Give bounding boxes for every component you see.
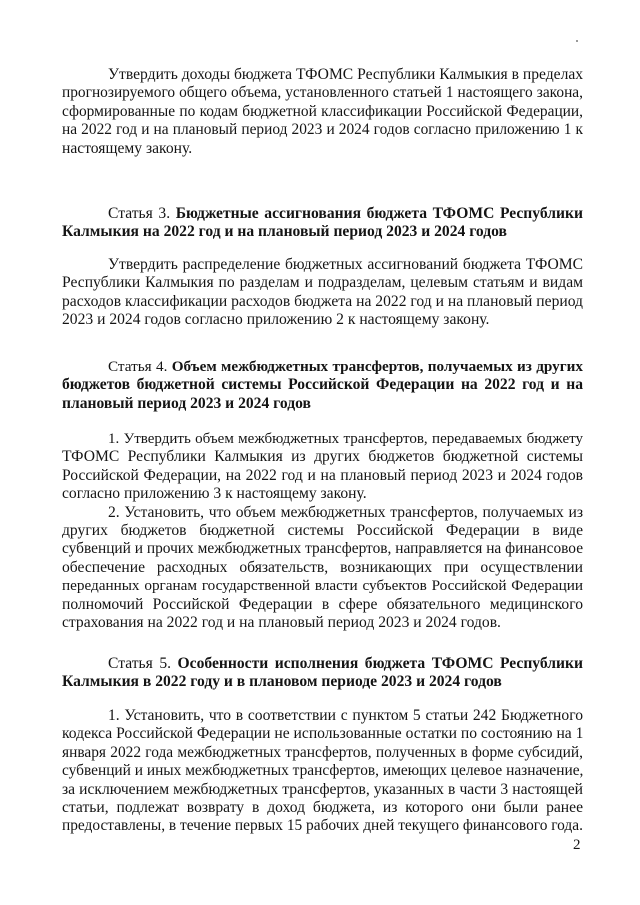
text-line: января 2022 года межбюджетных трансфертов, полученных в форме субсидий, [62, 743, 583, 761]
text-line: 2. Установить, что объем межбюджетных трансфертов, получаемых из [108, 503, 583, 521]
heading-line [62, 395, 583, 413]
text-line: кодекса Российской Федерации не использованные остатки по состоянию на 1 [62, 725, 584, 743]
heading-line [62, 376, 583, 394]
text-line: за исключением межбюджетных трансфертов, указанных в части 3 настоящей [62, 780, 583, 798]
article-title: Калмыкия в 2022 году и в плановом периоде 2023 и 2024 годов [62, 673, 502, 691]
text-line: Утвердить доходы бюджета ТФОМС Республики Калмыкия в пределах [108, 66, 584, 83]
article-label: Статья 3. [108, 205, 176, 222]
article-5-heading [62, 655, 583, 692]
text-line: согласно приложению 3 к настоящему закону. [62, 485, 367, 503]
article-label: Статья 4. [108, 358, 172, 375]
article-title: Бюджетные ассигнования бюджета ТФОМС Республики [175, 205, 583, 222]
text-line: Утвердить распределение бюджетных ассигнований бюджета ТФОМС [108, 256, 583, 273]
text-line: предоставлены, в течение первых 15 рабочих дней текущего финансового года. [62, 817, 583, 835]
text-line: субвенций и прочих межбюджетных трансфертов, направляется на финансовое [62, 540, 584, 558]
article-title: Особенности исполнения бюджета ТФОМС Республики [177, 655, 584, 672]
heading-line [62, 655, 583, 673]
heading-line [62, 673, 583, 691]
article-4-body [62, 430, 583, 632]
text-line: настоящему закону. [62, 139, 193, 157]
revenue-paragraph [62, 66, 583, 158]
article-4-heading [62, 358, 583, 413]
article-5-body [62, 707, 583, 836]
text-line: 2023 и 2024 годов согласно приложению 2 к настоящему закону. [62, 311, 490, 329]
text-line: статьи, подлежат возврату в доход бюджета, из которого они были ранее [62, 799, 583, 817]
text-line: расходов классификации расходов бюджета на 2022 год и на плановый период [62, 292, 583, 310]
article-title: бюджетов бюджетной системы Российской Федерации на 2022 год и на [62, 376, 583, 394]
text-line: Республики Калмыкия по разделам и подразделам, целевым статьям и видам [62, 274, 583, 292]
text-line: ТФОМС Республики Калмыкия из других бюджетов бюджетной системы [62, 448, 583, 466]
text-line: 1. Установить, что в соответствии с пунктом 5 статьи 242 Бюджетного [108, 707, 583, 724]
heading-line [62, 358, 583, 376]
page-number: 2 [573, 837, 581, 853]
text-line: субвенций и иных межбюджетных трансфертов, имеющих целевое назначение, [62, 762, 584, 780]
text-line: страхования на 2022 год и на плановый период 2023 и 2024 годов. [62, 614, 501, 632]
text-line: обеспечение расходных обязательств, возникающих при осуществлении [62, 558, 583, 576]
heading-line [62, 205, 583, 223]
scan-speck [576, 40, 578, 42]
article-title: Объем межбюджетных трансфертов, получаемых из других [171, 358, 583, 375]
article-title: Калмыкия на 2022 год и на плановый период 2023 и 2024 годов [62, 223, 507, 241]
article-3-heading [62, 205, 583, 242]
text-line: прогнозируемого общего объема, установленного статьей 1 настоящего закона, [62, 84, 583, 102]
text-line: Российской Федерации, на 2022 год и на плановый период 2023 и 2024 годов [62, 466, 583, 484]
text-line: переданных органам государственной власти субъектов Российской Федерации [62, 577, 583, 595]
article-label: Статья 5. [108, 655, 178, 672]
article-3-body [62, 256, 583, 330]
text-line: других бюджетов бюджетной системы Российской Федерации в виде [62, 522, 583, 540]
text-line: на 2022 год и на плановый период 2023 и 2024 годов согласно приложению 1 к [62, 121, 583, 139]
heading-line [62, 223, 583, 241]
text-line: сформированные по кодам бюджетной классификации Российской Федерации, [62, 102, 583, 120]
article-title: плановый период 2023 и 2024 годов [62, 394, 311, 412]
text-line: 1. Утвердить объем межбюджетных трансфертов, передаваемых бюджету [108, 431, 583, 447]
text-line: полномочий Российской Федерации в сфере обязательного медицинского [62, 595, 583, 613]
